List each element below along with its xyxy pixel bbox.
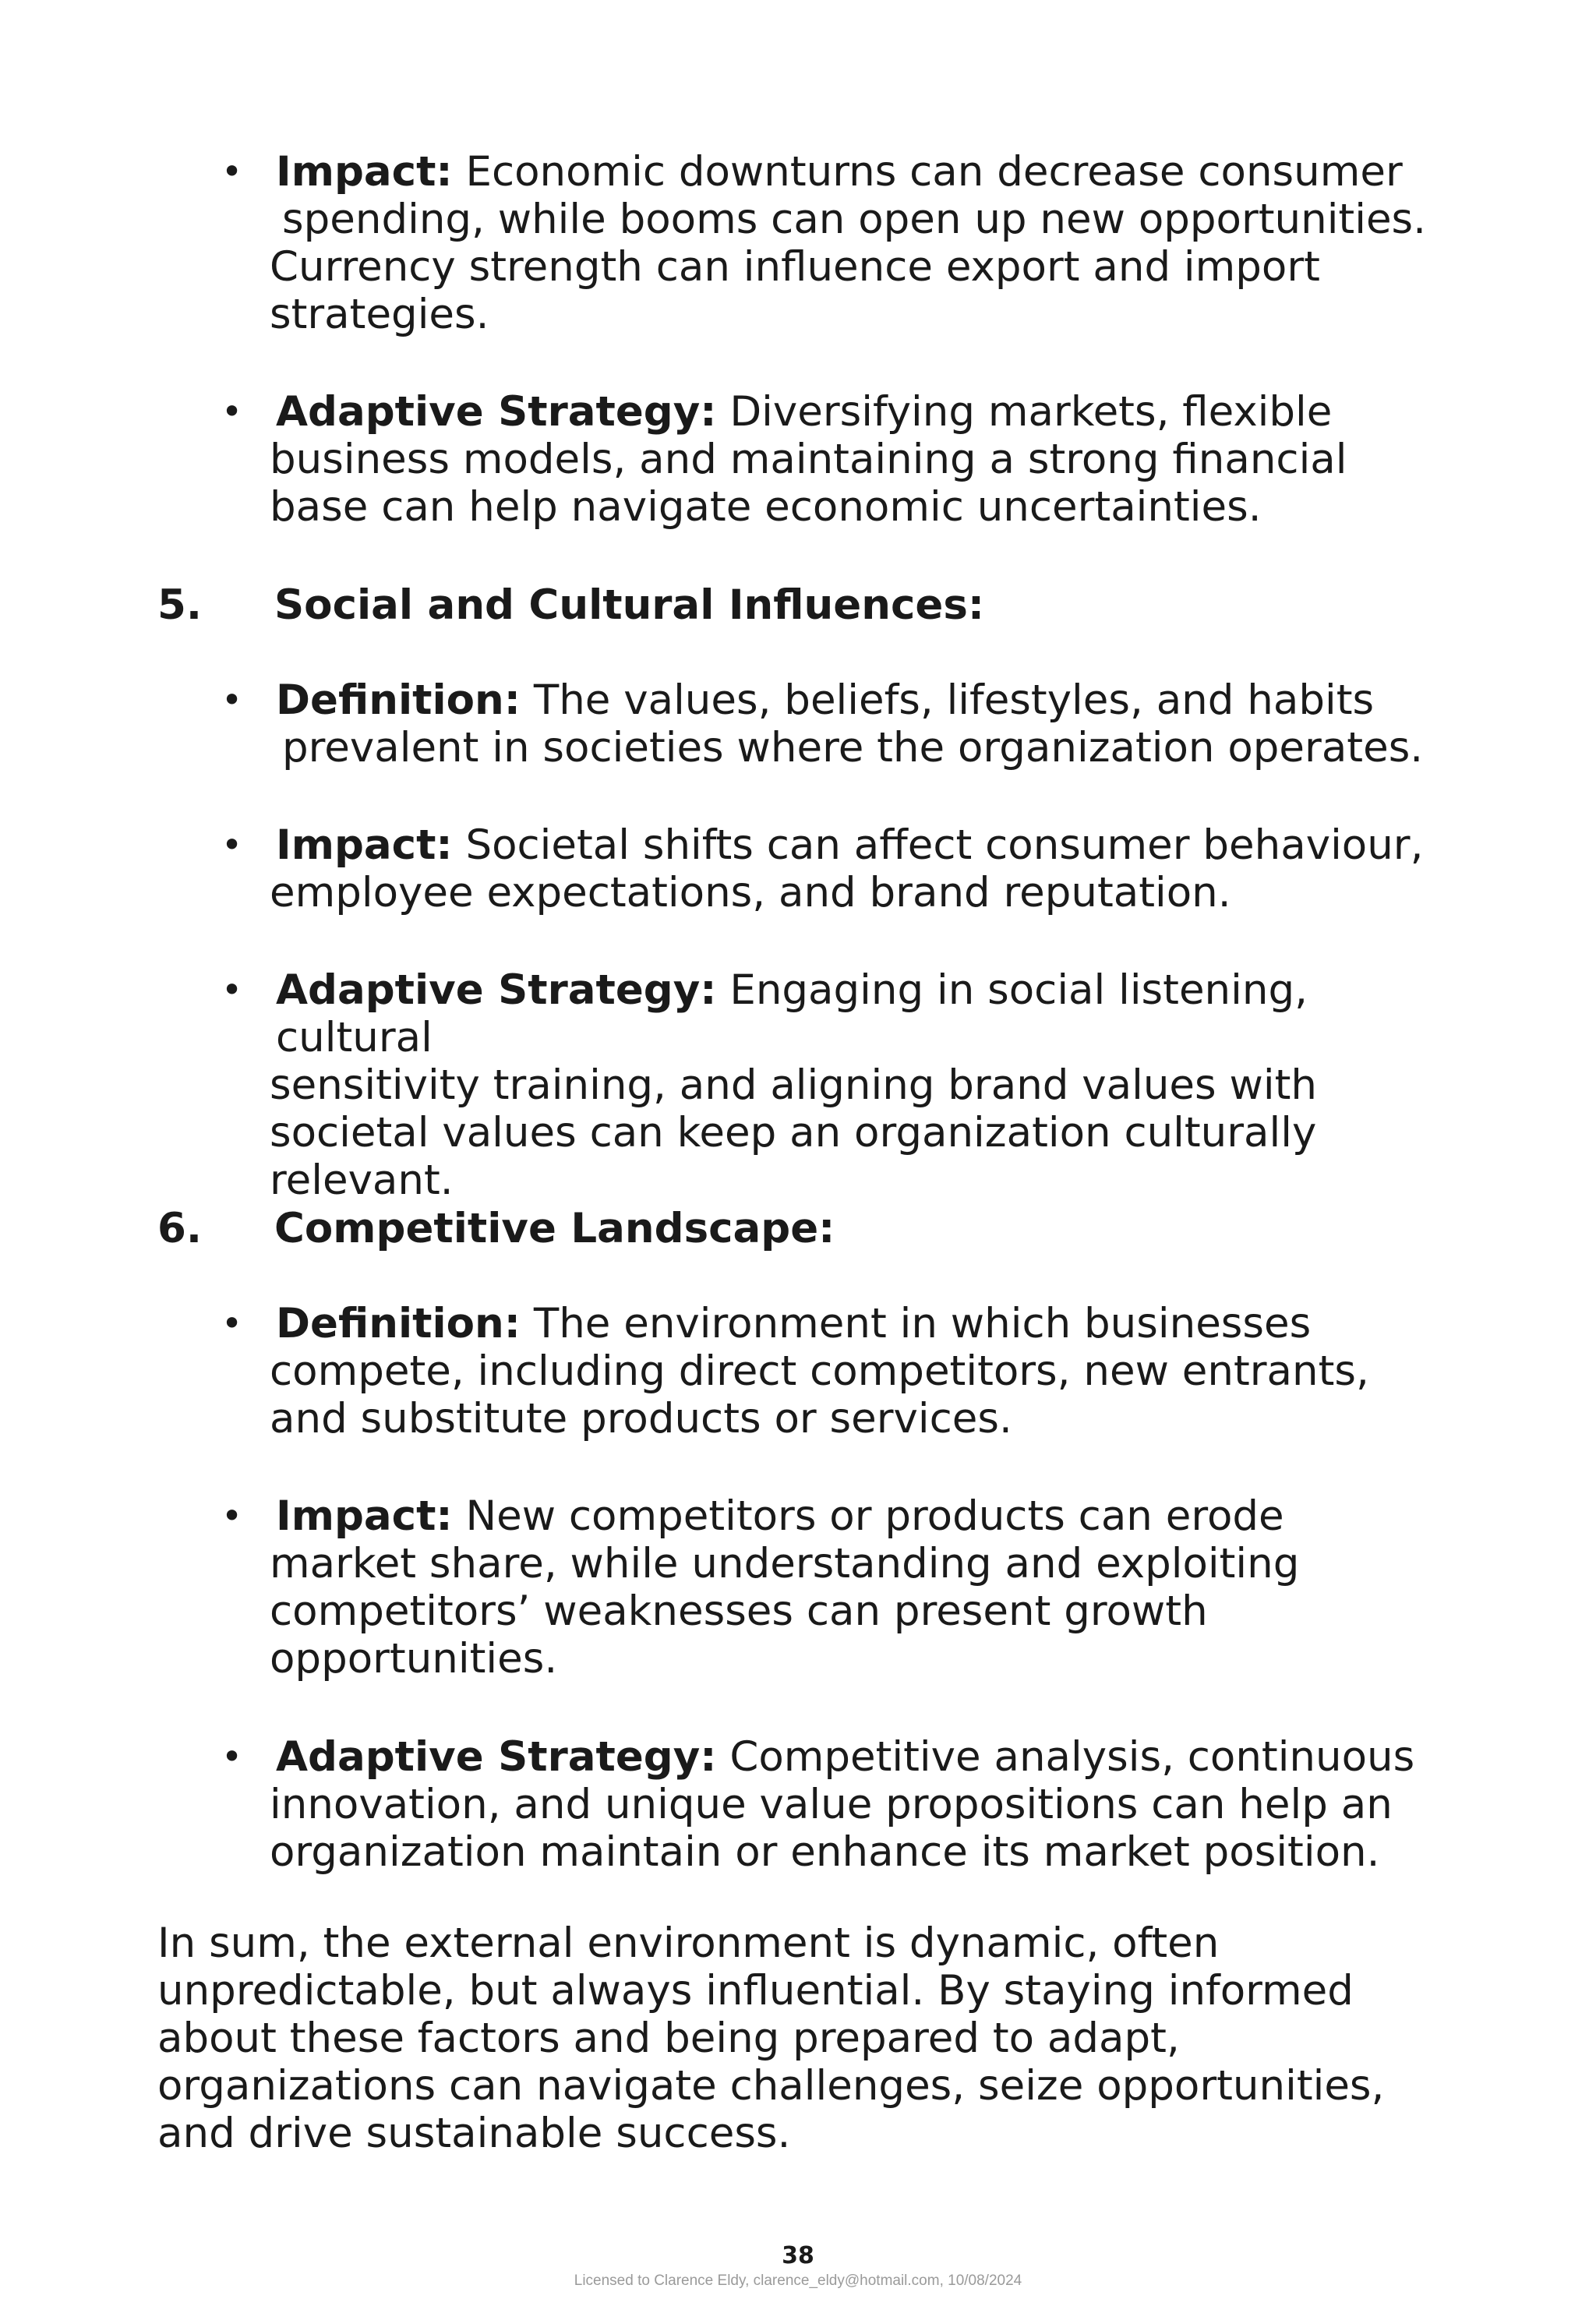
bullet-line: spending, while booms can open up new opportunities. bbox=[282, 196, 1427, 243]
bullet-first-line: Definition: The environment in which businesses bbox=[276, 1300, 1312, 1347]
bullet-label: Adaptive Strategy: bbox=[276, 388, 717, 436]
bullet-line: organization maintain or enhance its market position. bbox=[270, 1828, 1380, 1876]
bullet-first-line: Adaptive Strategy: Competitive analysis, continuous bbox=[276, 1733, 1415, 1781]
license-footer: Licensed to Clarence Eldy, clarence_eldy@hotmail.com, 10/08/2024 bbox=[574, 2273, 1022, 2289]
section-number: 5. bbox=[157, 581, 203, 629]
bullet-definition-social bbox=[221, 676, 1454, 772]
summary-line: and drive sustainable success. bbox=[157, 2110, 791, 2157]
bullet-adaptive-economic bbox=[221, 388, 1454, 531]
bullet-line: employee expectations, and brand reputation. bbox=[270, 869, 1231, 916]
bullet-line: Currency strength can influence export and import bbox=[270, 243, 1320, 291]
bullet-label: Impact: bbox=[276, 148, 453, 196]
bullet-line: compete, including direct competitors, new entrants, bbox=[270, 1347, 1369, 1395]
bullet-impact-social bbox=[221, 821, 1454, 916]
bullet-dot: • bbox=[221, 1736, 243, 1778]
bullet-label: Definition: bbox=[276, 1300, 521, 1347]
bullet-first-line: Impact: New competitors or products can erode bbox=[276, 1492, 1284, 1540]
bullet-impact-competitive bbox=[221, 1492, 1454, 1683]
bullet-label: Impact: bbox=[276, 1492, 453, 1540]
bullet-line: market share, while understanding and exploiting bbox=[270, 1540, 1300, 1587]
bullet-first-line: Impact: Economic downturns can decrease consumer bbox=[276, 148, 1403, 196]
bullet-line: strategies. bbox=[270, 291, 489, 338]
bullet-line: prevalent in societies where the organization operates. bbox=[282, 724, 1424, 772]
summary-paragraph bbox=[157, 1919, 1482, 2157]
section-heading-5 bbox=[157, 581, 984, 629]
section-title: Social and Cultural Influences: bbox=[274, 581, 985, 629]
bullet-line: innovation, and unique value propositions can help an bbox=[270, 1781, 1393, 1828]
summary-line: In sum, the external environment is dynamic, often bbox=[157, 1919, 1220, 1967]
bullet-dot: • bbox=[221, 390, 243, 433]
bullet-line: business models, and maintaining a strong financial bbox=[270, 436, 1347, 483]
summary-line: about these factors and being prepared to adapt, bbox=[157, 2015, 1180, 2062]
bullet-label: Impact: bbox=[276, 821, 453, 869]
summary-line: organizations can navigate challenges, seize opportunities, bbox=[157, 2062, 1385, 2110]
bullet-first-line: Adaptive Strategy: Diversifying markets, flexible bbox=[276, 388, 1333, 436]
page-number: 38 bbox=[782, 2242, 814, 2269]
bullet-dot: • bbox=[221, 1302, 243, 1344]
bullet-first-line: Impact: Societal shifts can affect consumer behaviour, bbox=[276, 821, 1424, 869]
bullet-label: Adaptive Strategy: bbox=[276, 1733, 717, 1781]
bullet-first-line: Definition: The values, beliefs, lifestyles, and habits bbox=[276, 676, 1375, 724]
bullet-label: Adaptive Strategy: bbox=[276, 966, 717, 1014]
bullet-dot: • bbox=[221, 969, 243, 1011]
bullet-line: opportunities. bbox=[270, 1635, 558, 1683]
bullet-first-line: Adaptive Strategy: Engaging in social listening, cultural bbox=[276, 966, 1308, 1061]
bullet-label: Definition: bbox=[276, 676, 521, 724]
bullet-adaptive-competitive bbox=[221, 1733, 1454, 1876]
bullet-line: competitors’ weaknesses can present growth bbox=[270, 1587, 1208, 1635]
section-heading-6 bbox=[157, 1205, 835, 1252]
bullet-impact-economic bbox=[221, 148, 1454, 338]
bullet-line: sensitivity training, and aligning brand values with bbox=[270, 1061, 1317, 1109]
summary-line: unpredictable, but always influential. By staying informed bbox=[157, 1967, 1354, 2015]
bullet-line: base can help navigate economic uncertainties. bbox=[270, 483, 1262, 531]
section-number: 6. bbox=[157, 1205, 203, 1252]
bullet-adaptive-social bbox=[221, 966, 1454, 1204]
bullet-dot: • bbox=[221, 150, 243, 192]
bullet-dot: • bbox=[221, 824, 243, 866]
bullet-line: societal values can keep an organization culturally bbox=[270, 1109, 1317, 1157]
section-title: Competitive Landscape: bbox=[274, 1205, 835, 1252]
bullet-dot: • bbox=[221, 679, 243, 721]
bullet-dot: • bbox=[221, 1495, 243, 1537]
bullet-definition-competitive bbox=[221, 1300, 1454, 1443]
bullet-line: relevant. bbox=[270, 1157, 454, 1204]
bullet-line: and substitute products or services. bbox=[270, 1395, 1012, 1443]
